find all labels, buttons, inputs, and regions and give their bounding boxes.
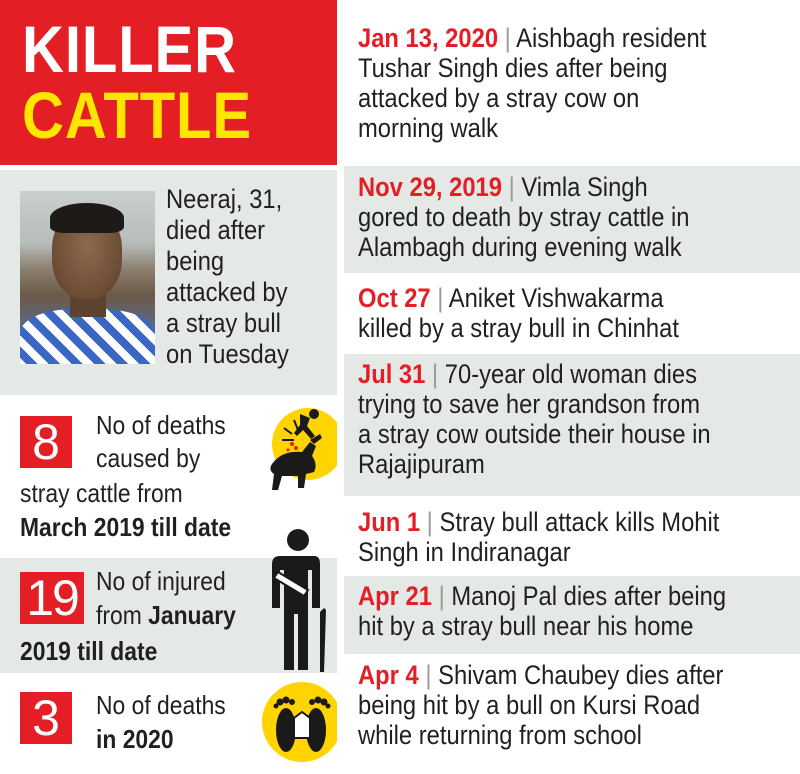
event-text: Aishbagh resident (516, 23, 707, 53)
event-date: Apr 21 (358, 581, 432, 611)
event-text: being hit by a bull on Kursi Road (358, 690, 701, 720)
event-text: trying to save her grandson from (358, 389, 701, 419)
event-separator: | (437, 283, 444, 313)
timeline-event (344, 354, 800, 496)
photo-caption (166, 184, 336, 370)
event-separator: | (425, 660, 432, 690)
timeline-event (344, 278, 800, 350)
column-divider (337, 0, 344, 774)
footprints-tag-icon (262, 674, 342, 774)
event-text: Alambagh during evening walk (358, 232, 682, 262)
event-text: Shivam Chaubey dies after (438, 660, 724, 690)
event-text: while returning from school (358, 720, 642, 750)
event-text: morning walk (358, 113, 498, 143)
stat-text: No of deaths (96, 410, 226, 440)
stat-number-deaths: 8 (20, 416, 72, 468)
caption-line: died after (166, 215, 266, 245)
event-date: Jun 1 (358, 507, 421, 537)
stat-text (96, 600, 236, 631)
event-separator: | (504, 23, 511, 53)
stat-text: caused by (96, 443, 201, 473)
caption-line: being (166, 246, 225, 276)
event-text: gored to death by stray cattle in (358, 202, 690, 232)
stat-text-bold (20, 636, 157, 667)
caption-line: a stray bull (166, 308, 281, 338)
stat-text-pre: from (96, 600, 149, 630)
event-text: Aniket Vishwakarma (448, 283, 664, 313)
stat-number-deaths-2020: 3 (20, 692, 72, 744)
title-line-1: KILLER (22, 12, 238, 86)
event-text: hit by a stray bull near his home (358, 611, 694, 641)
event-separator: | (438, 581, 445, 611)
event-separator: | (426, 507, 433, 537)
caption-line: on Tuesday (166, 339, 289, 369)
event-date: Jul 31 (358, 359, 426, 389)
event-text: Vimla Singh (521, 172, 648, 202)
stat-bold: in 2020 (96, 724, 174, 754)
timeline-event (344, 166, 800, 273)
timeline-event (344, 20, 800, 160)
caption-line: attacked by (166, 277, 288, 307)
cattle-attack-icon (252, 404, 338, 496)
event-text: 70-year old woman dies (444, 359, 698, 389)
stat-bold: January (148, 600, 236, 630)
stat-bold: March 2019 till date (20, 512, 232, 542)
stat-bold: 2019 till date (20, 636, 158, 666)
stat-number-injured: 19 (20, 572, 84, 624)
event-date: Apr 4 (358, 660, 419, 690)
event-text: Manoj Pal dies after being (451, 581, 727, 611)
event-text: attacked by a stray cow on (358, 83, 640, 113)
title-line-2: CATTLE (22, 78, 253, 152)
event-separator: | (431, 359, 439, 389)
title-banner (0, 0, 337, 165)
event-date: Oct 27 (358, 283, 431, 313)
event-text: Rajajipuram (358, 449, 485, 479)
timeline-event (344, 576, 800, 654)
event-text: Tushar Singh dies after being (358, 53, 668, 83)
event-text: Singh in Indiranagar (358, 537, 571, 567)
event-date: Jan 13, 2020 (358, 23, 499, 53)
event-text: Stray bull attack kills Mohit (439, 507, 720, 537)
event-date: Nov 29, 2019 (358, 172, 502, 202)
stat-text: stray cattle from (20, 478, 183, 508)
stat-text: No of injured (96, 566, 226, 596)
event-text: a stray cow outside their house in (358, 419, 711, 449)
injured-person-icon (270, 528, 332, 674)
stat-text-bold (20, 512, 231, 543)
stat-text: No of deaths (96, 690, 226, 720)
timeline-event (344, 658, 800, 774)
caption-line: Neeraj, 31, (166, 184, 283, 214)
stat-text-bold (96, 724, 174, 755)
victim-photo (20, 191, 155, 364)
event-text: killed by a stray bull in Chinhat (358, 313, 679, 343)
timeline-event (344, 502, 800, 574)
event-separator: | (508, 172, 515, 202)
